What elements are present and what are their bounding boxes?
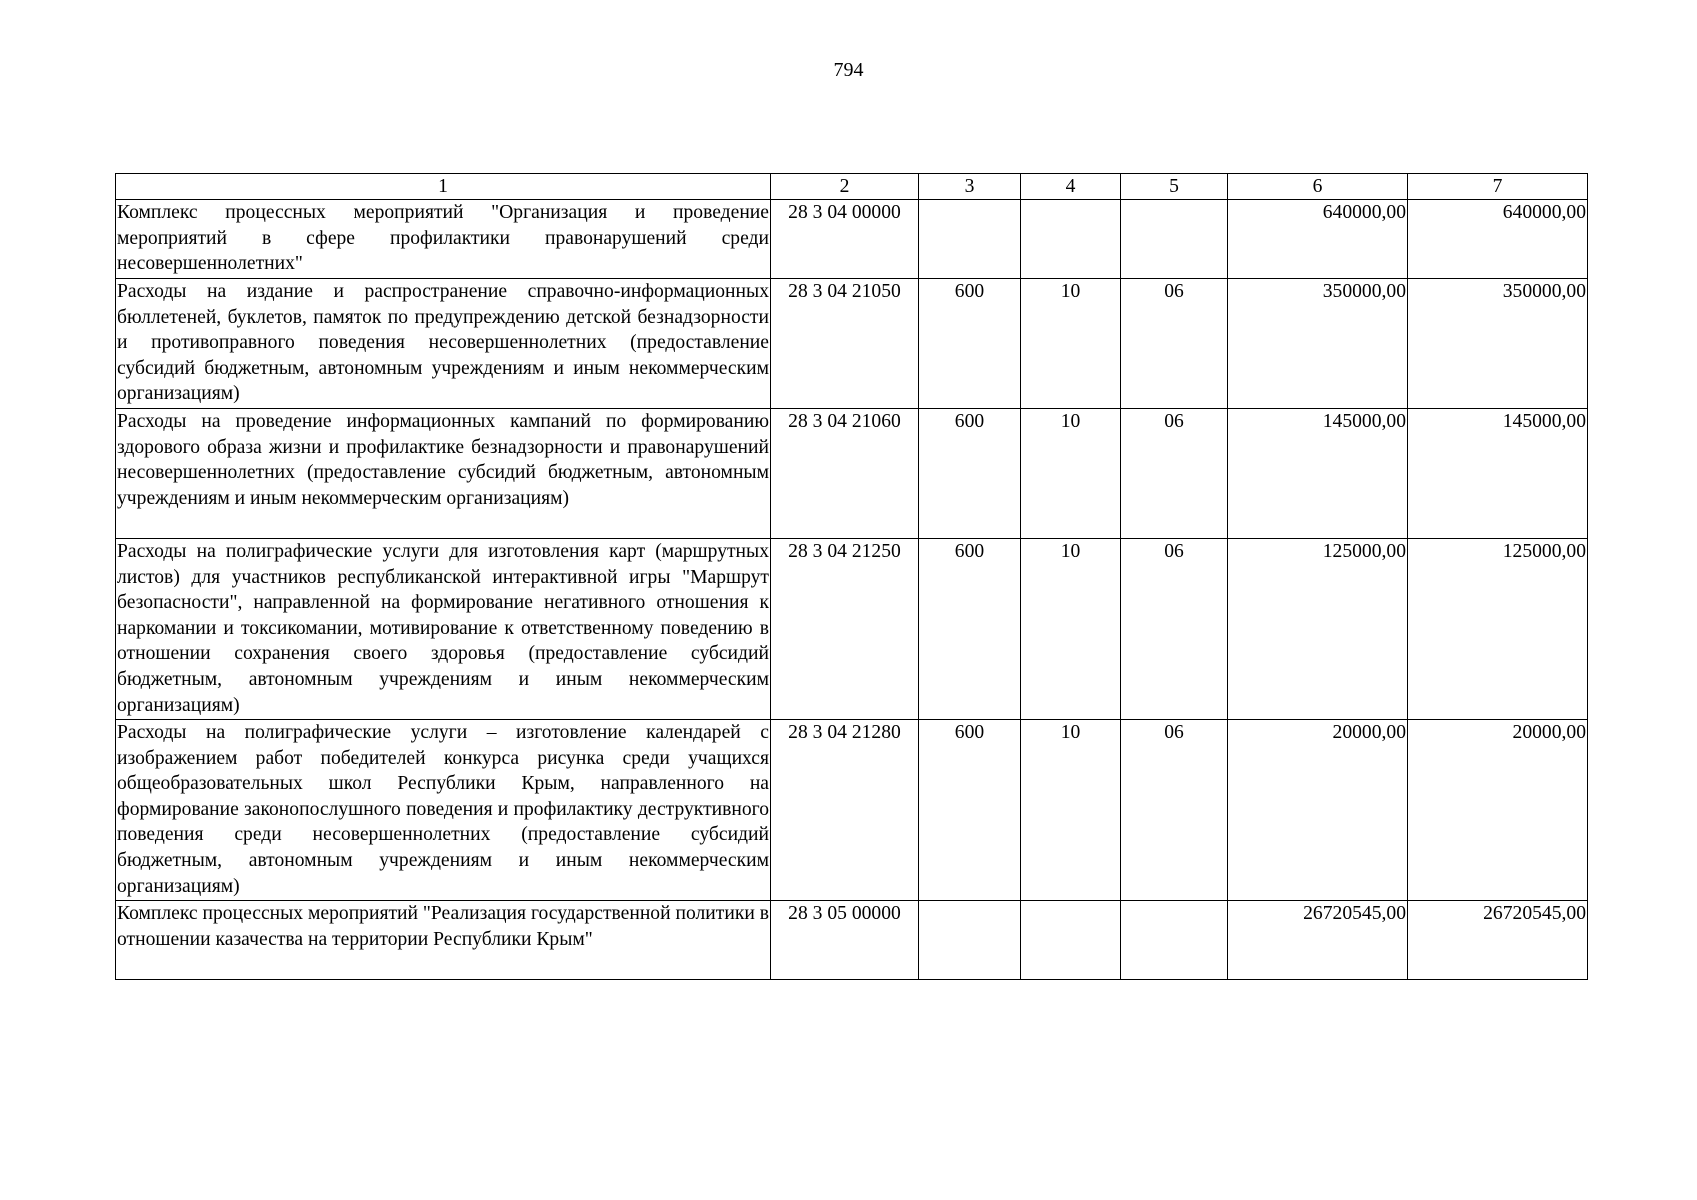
- column-header-1: 1: [116, 174, 771, 200]
- column-header-5: 5: [1121, 174, 1228, 200]
- row-code: 28 3 04 21280: [771, 720, 919, 901]
- row-col6: 350000,00: [1228, 279, 1408, 409]
- row-name: Комплекс процессных мероприятий "Организация и проведение мероприятий в сфере профилактики правонарушений среди несовершеннолетних": [116, 200, 771, 279]
- budget-table: [115, 173, 1588, 980]
- row-code: 28 3 04 21060: [771, 409, 919, 539]
- row-col5: 06: [1121, 409, 1228, 539]
- row-col7: 640000,00: [1408, 200, 1588, 279]
- row-name: Расходы на полиграфические услуги для изготовления карт (маршрутных листов) для участников республиканской интерактивной игры "Маршрут безопасности", направленной на формирование негативного отношения к наркомании и токсикомании, мотивирование к ответственному поведению в отношении сохранения своего здоровья (предоставление субсидий бюджетным, автономным учреждениям и иным некоммерческим организациям): [116, 539, 771, 720]
- row-name: Комплекс процессных мероприятий "Реализация государственной политики в отношении казачества на территории Республики Крым": [116, 901, 771, 980]
- row-col6: 145000,00: [1228, 409, 1408, 539]
- row-col5: 06: [1121, 539, 1228, 720]
- row-col3: 600: [919, 409, 1021, 539]
- row-col7: 26720545,00: [1408, 901, 1588, 980]
- row-code: 28 3 04 21250: [771, 539, 919, 720]
- row-col7: 145000,00: [1408, 409, 1588, 539]
- row-col3: [919, 200, 1021, 279]
- row-col3: 600: [919, 539, 1021, 720]
- table-header-row: [116, 174, 1588, 200]
- row-col6: 26720545,00: [1228, 901, 1408, 980]
- row-col5: [1121, 200, 1228, 279]
- table-row: [116, 279, 1588, 409]
- column-header-2: 2: [771, 174, 919, 200]
- row-code: 28 3 04 00000: [771, 200, 919, 279]
- row-col4: [1021, 200, 1121, 279]
- row-col7: 350000,00: [1408, 279, 1588, 409]
- row-col4: 10: [1021, 539, 1121, 720]
- row-code: 28 3 05 00000: [771, 901, 919, 980]
- row-col3: 600: [919, 279, 1021, 409]
- table-row: [116, 200, 1588, 279]
- table-row: [116, 539, 1588, 720]
- column-header-4: 4: [1021, 174, 1121, 200]
- row-col5: 06: [1121, 720, 1228, 901]
- row-col6: 640000,00: [1228, 200, 1408, 279]
- row-col5: [1121, 901, 1228, 980]
- table-row: [116, 901, 1588, 980]
- row-col5: 06: [1121, 279, 1228, 409]
- row-col4: 10: [1021, 409, 1121, 539]
- row-col6: 125000,00: [1228, 539, 1408, 720]
- row-name: Расходы на проведение информационных кампаний по формированию здорового образа жизни и профилактике безнадзорности и правонарушений несовершеннолетних (предоставление субсидий бюджетным, автономным учреждениям и иным некоммерческим организациям): [116, 409, 771, 539]
- row-code: 28 3 04 21050: [771, 279, 919, 409]
- table-row: [116, 720, 1588, 901]
- column-header-6: 6: [1228, 174, 1408, 200]
- column-header-7: 7: [1408, 174, 1588, 200]
- column-header-3: 3: [919, 174, 1021, 200]
- row-name: Расходы на издание и распространение справочно-информационных бюллетеней, буклетов, памяток по предупреждению детской безнадзорности и противоправного поведения несовершеннолетних (предоставление субсидий бюджетным, автономным учреждениям и иным некоммерческим организациям): [116, 279, 771, 409]
- row-col7: 20000,00: [1408, 720, 1588, 901]
- page-number: 794: [833, 59, 864, 81]
- row-col4: 10: [1021, 720, 1121, 901]
- table-row: [116, 409, 1588, 539]
- row-col4: 10: [1021, 279, 1121, 409]
- row-name: Расходы на полиграфические услуги – изготовление календарей с изображением работ победителей конкурса рисунка среди учащихся общеобразовательных школ Республики Крым, направленного на формирование законопослушного поведения и профилактику деструктивного поведения среди несовершеннолетних (предоставление субсидий бюджетным, автономным учреждениям и иным некоммерческим организациям): [116, 720, 771, 901]
- row-col3: 600: [919, 720, 1021, 901]
- row-col6: 20000,00: [1228, 720, 1408, 901]
- row-col3: [919, 901, 1021, 980]
- row-col4: [1021, 901, 1121, 980]
- row-col7: 125000,00: [1408, 539, 1588, 720]
